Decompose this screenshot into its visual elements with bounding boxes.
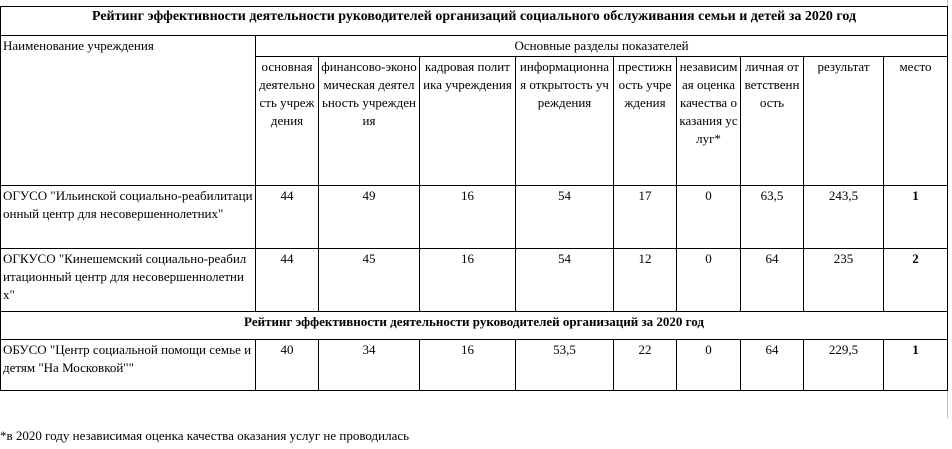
- score-cell: 53,5: [516, 340, 614, 391]
- score-cell: 54: [516, 186, 614, 249]
- table-row: [1, 249, 948, 312]
- table-subtitle: Рейтинг эффективности деятельности руководителей организаций за 2020 год: [1, 312, 948, 340]
- score-cell: 34: [319, 340, 420, 391]
- score-cell: 64: [741, 340, 804, 391]
- score-cell: 44: [256, 249, 319, 312]
- column-header: финансово-экономическая деятельность учреждения: [319, 57, 420, 186]
- table-row: [1, 186, 948, 249]
- organization-name: ОГКУСО "Кинешемский социально-реабилитационный центр для несовершеннолетних": [1, 249, 256, 312]
- score-cell: 16: [420, 186, 516, 249]
- place-cell: 1: [884, 186, 948, 249]
- column-header: кадровая политика учреждения: [420, 57, 516, 186]
- column-header: основная деятельность учреждения: [256, 57, 319, 186]
- score-cell: 16: [420, 249, 516, 312]
- score-cell: 40: [256, 340, 319, 391]
- sections-header: Основные разделы показателей: [256, 36, 948, 57]
- footnote: *в 2020 году независимая оценка качества оказания услуг не проводилась: [0, 428, 410, 443]
- score-cell: 17: [614, 186, 677, 249]
- result-cell: 243,5: [804, 186, 884, 249]
- score-cell: 12: [614, 249, 677, 312]
- place-cell: 2: [884, 249, 948, 312]
- table-row: [1, 340, 948, 391]
- rating-table: [0, 6, 948, 391]
- score-cell: 0: [677, 186, 741, 249]
- score-cell: 54: [516, 249, 614, 312]
- column-header: личная ответственность: [741, 57, 804, 186]
- table-title: Рейтинг эффективности деятельности руководителей организаций социального обслуживания семьи и детей за 2020 год: [1, 7, 948, 36]
- score-cell: 64: [741, 249, 804, 312]
- score-cell: 0: [677, 340, 741, 391]
- score-cell: 44: [256, 186, 319, 249]
- score-cell: 45: [319, 249, 420, 312]
- score-cell: 0: [677, 249, 741, 312]
- score-cell: 16: [420, 340, 516, 391]
- column-header: результат: [804, 57, 884, 186]
- name-column-header: Наименование учреждения: [1, 36, 256, 186]
- column-header: информационная открытость учреждения: [516, 57, 614, 186]
- place-cell: 1: [884, 340, 948, 391]
- column-header: престижность учреждения: [614, 57, 677, 186]
- score-cell: 63,5: [741, 186, 804, 249]
- column-header: независимая оценка качества оказания услуг*: [677, 57, 741, 186]
- column-header: место: [884, 57, 948, 186]
- organization-name: ОБУСО "Центр социальной помощи семье и детям "На Московкой"": [1, 340, 256, 391]
- result-cell: 229,5: [804, 340, 884, 391]
- result-cell: 235: [804, 249, 884, 312]
- score-cell: 49: [319, 186, 420, 249]
- organization-name: ОГУСО "Ильинской социально-реабилитационный центр для несовершеннолетних": [1, 186, 256, 249]
- score-cell: 22: [614, 340, 677, 391]
